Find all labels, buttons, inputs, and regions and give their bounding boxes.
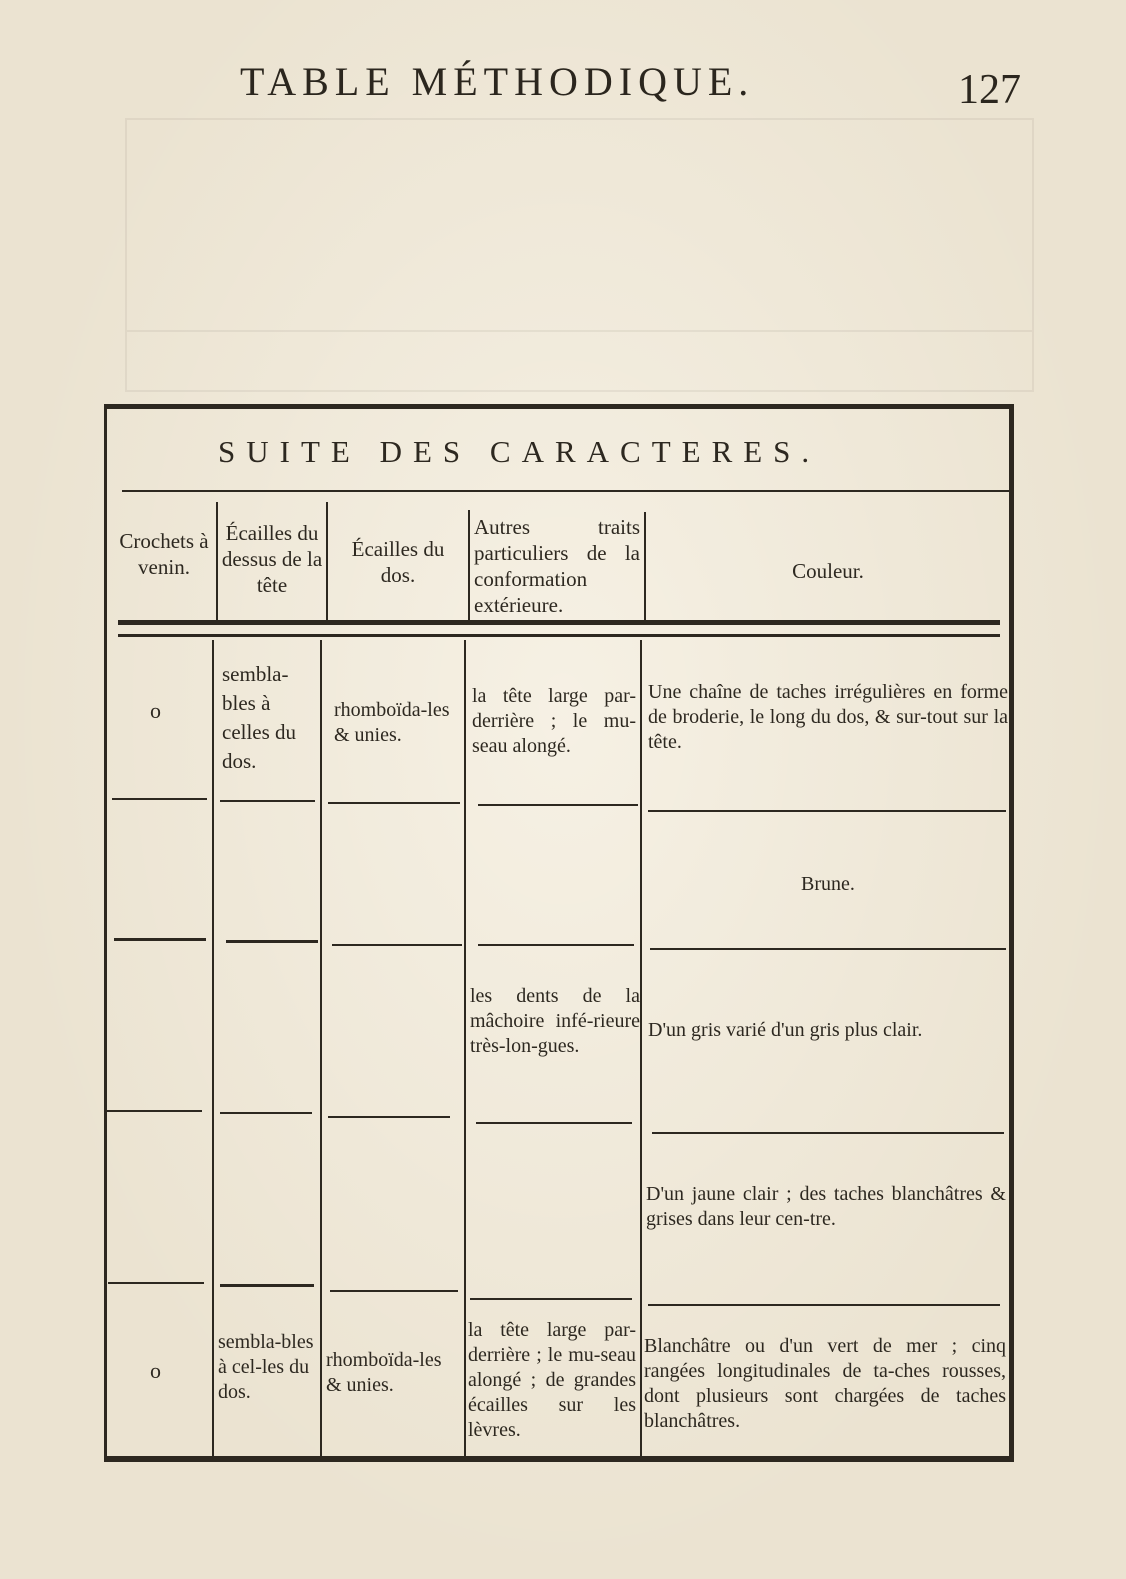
table-title: SUITE DES CARACTERES. [218, 434, 821, 469]
row-rule [478, 804, 638, 806]
row5-autres: la tête large par-derrière ; le mu-seau alongé ; de grandes écailles sur les lèvres. [468, 1319, 636, 1441]
row-rule [650, 948, 1006, 950]
column-header-autres: Autres traits particuliers de la conformation extérieure. [474, 515, 640, 617]
column-separator [212, 640, 214, 1456]
header-separator [644, 512, 646, 620]
column-separator [320, 640, 322, 1456]
row5-ecailles-tete: sembla-bles à cel-les du dos. [218, 1331, 314, 1403]
header-separator [468, 510, 470, 620]
row3-couleur: D'un gris varié d'un gris plus clair. [648, 1019, 923, 1041]
row3-autres: les dents de la mâchoire infé-rieure très-lon-gues. [470, 985, 640, 1057]
row-rule [648, 810, 1006, 812]
row-rule [220, 1112, 312, 1114]
row1-autres: la tête large par-derrière ; le mu-seau alongé. [472, 685, 636, 757]
row-rule [112, 798, 207, 800]
column-header-ecailles-tete: Écailles du dessus de la tête [221, 521, 323, 597]
header-separator [326, 502, 328, 620]
row1-ecailles-tete: sembla-bles à celles du dos. [222, 662, 297, 773]
row-rule [470, 1298, 632, 1300]
row-rule [476, 1122, 632, 1124]
row5-couleur: Blanchâtre ou d'un vert de mer ; cinq rangées longitudinales de ta-ches rousses, dont plusieurs sont chargées de taches blanchâtres. [644, 1335, 1006, 1432]
row1-ecailles-dos: rhomboïda-les & unies. [334, 699, 450, 746]
header-bottom-rule [118, 620, 1000, 625]
row-rule [220, 800, 315, 802]
row5-ecailles-dos: rhomboïda-les & unies. [326, 1349, 442, 1396]
row-rule [220, 1284, 314, 1287]
column-separator [464, 640, 466, 1456]
show-through-ghost [125, 118, 1034, 392]
column-header-couleur: Couleur. [792, 559, 864, 583]
row-rule [106, 1110, 202, 1112]
row4-couleur: D'un jaune clair ; des taches blanchâtres & grises dans leur cen-tre. [646, 1183, 1006, 1230]
row-rule [108, 1282, 204, 1284]
header-separator [216, 502, 218, 620]
row-rule [648, 1304, 1000, 1306]
row-rule [330, 1290, 458, 1292]
row1-crochets: o [150, 698, 161, 723]
row1-couleur: Une chaîne de taches irrégulières en forme de broderie, le long du dos, & sur-tout sur la tête. [648, 681, 1008, 753]
row5-crochets: o [150, 1358, 161, 1383]
running-head: TABLE MÉTHODIQUE. [240, 59, 755, 104]
row-rule [328, 1116, 450, 1118]
column-header-crochets: Crochets à venin. [119, 529, 209, 579]
row2-couleur: Brune. [801, 873, 855, 895]
row-rule [652, 1132, 1004, 1134]
page-number: 127 [958, 67, 1021, 113]
row-rule [114, 938, 206, 941]
header-bottom-rule-2 [118, 634, 1000, 637]
row-rule [226, 940, 318, 943]
header-top-rule [122, 490, 1010, 492]
column-separator [640, 640, 642, 1456]
column-header-ecailles-dos: Écailles du dos. [351, 537, 445, 587]
row-rule [328, 802, 460, 804]
row-rule [332, 944, 462, 946]
row-rule [478, 944, 634, 946]
